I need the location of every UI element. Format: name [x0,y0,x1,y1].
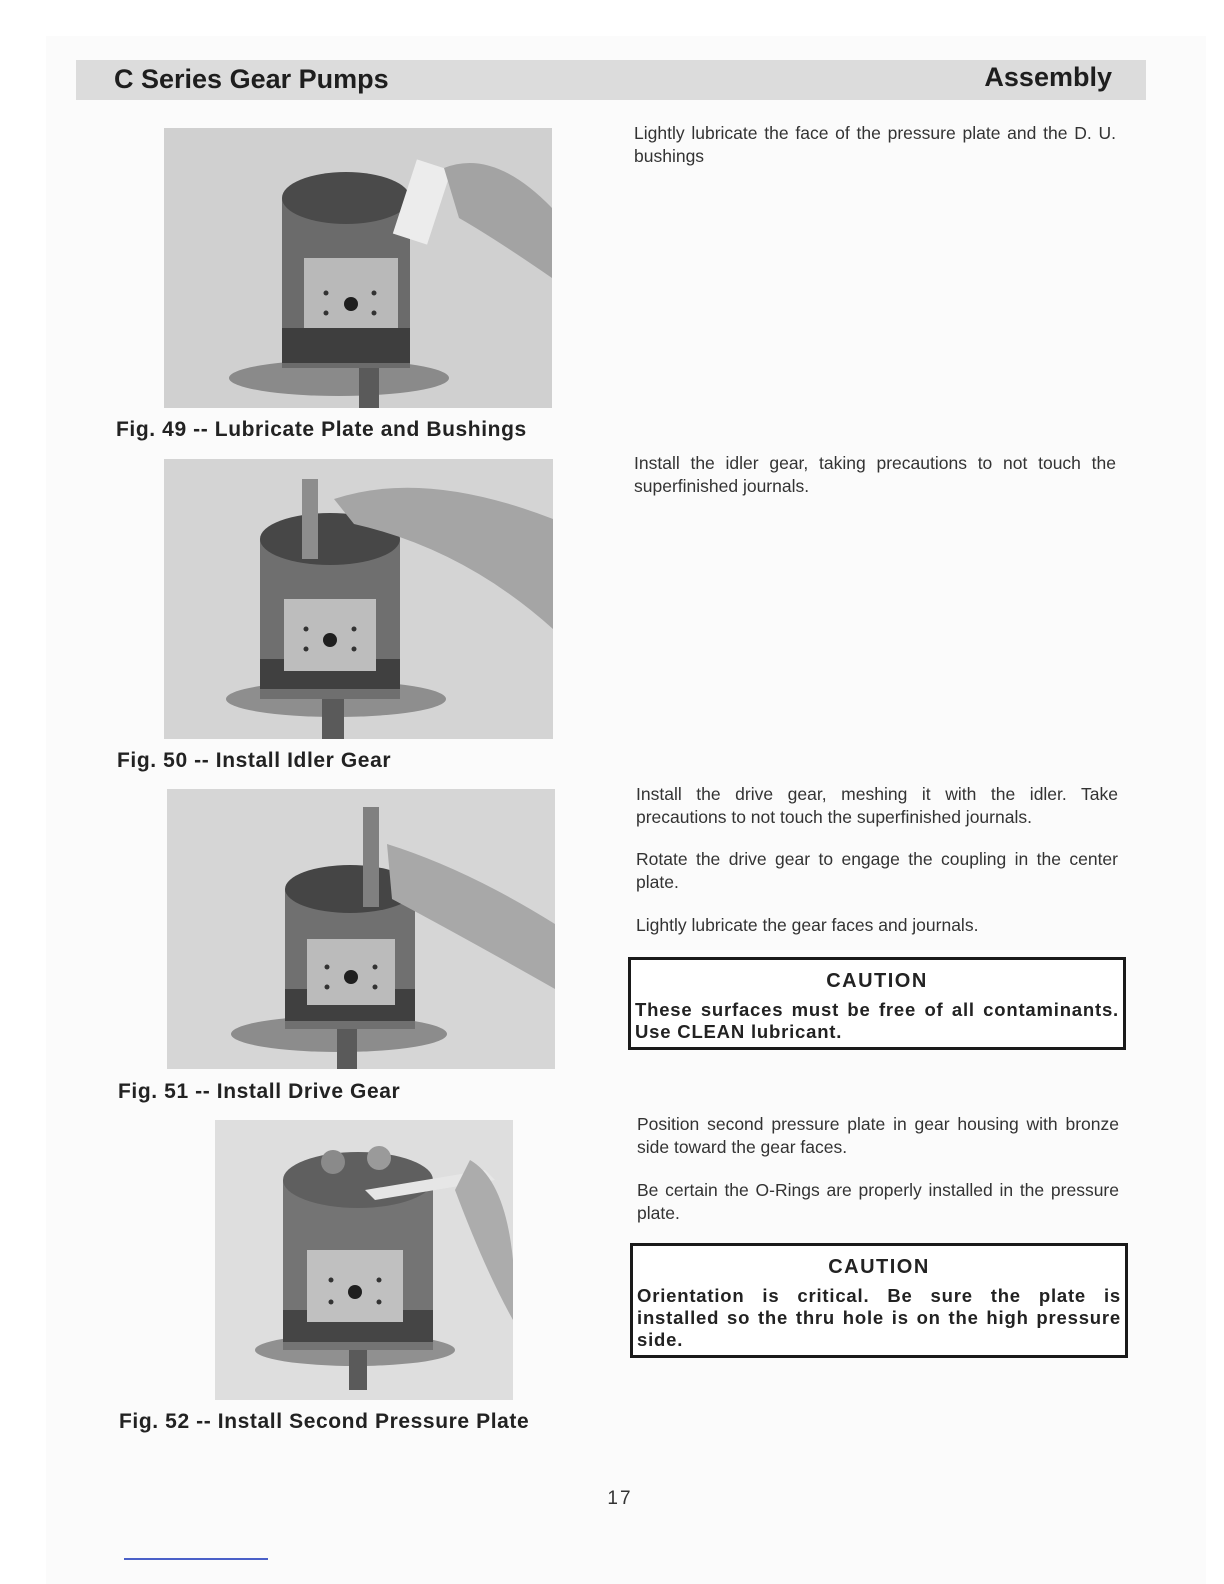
step-position-plate: Position second pressure plate in gear housing with bronze side toward the gear faces. [637,1114,1119,1157]
figure-50-caption: Fig. 50 -- Install Idler Gear [117,749,392,772]
figure-51-caption: Fig. 51 -- Install Drive Gear [118,1080,401,1103]
caution-title: CAUTION [826,970,928,992]
figure-49-caption: Fig. 49 -- Lubricate Plate and Bushings [116,418,527,441]
step-lubricate-plate: Lightly lubricate the face of the pressure plate and the D. U. bushings [634,123,1116,166]
caution-box-contaminants [628,957,1126,1050]
footer-divider [124,1558,268,1560]
install-drive-gear-photo [167,789,555,1069]
caution-box-orientation [630,1243,1128,1358]
install-idler-gear-photo [164,459,553,739]
caution-title: CAUTION [828,1256,930,1278]
step-rotate-drive: Rotate the drive gear to engage the coupling in the center plate. [636,849,1118,892]
document-title: C Series Gear Pumps [114,64,389,94]
step-install-idler: Install the idler gear, taking precautions to not touch the superfinished journals. [634,453,1116,496]
install-pressure-plate-photo [215,1120,513,1400]
step-lubricate-gears: Lightly lubricate the gear faces and journals. [636,915,979,935]
caution-body: These surfaces must be free of all contaminants. Use CLEAN lubricant. [635,999,1119,1042]
section-title: Assembly [984,62,1112,92]
step-check-orings: Be certain the O-Rings are properly installed in the pressure plate. [637,1180,1119,1223]
page-header [76,60,1146,100]
lubricate-plate-photo [164,128,552,408]
page-number: 17 [607,1488,633,1509]
step-install-drive: Install the drive gear, meshing it with the idler. Take precautions to not touch the superfinished journals. [636,784,1118,827]
figure-52-caption: Fig. 52 -- Install Second Pressure Plate [119,1410,530,1433]
caution-body: Orientation is critical. Be sure the plate is installed so the thru hole is on the high pressure side. [637,1285,1121,1350]
